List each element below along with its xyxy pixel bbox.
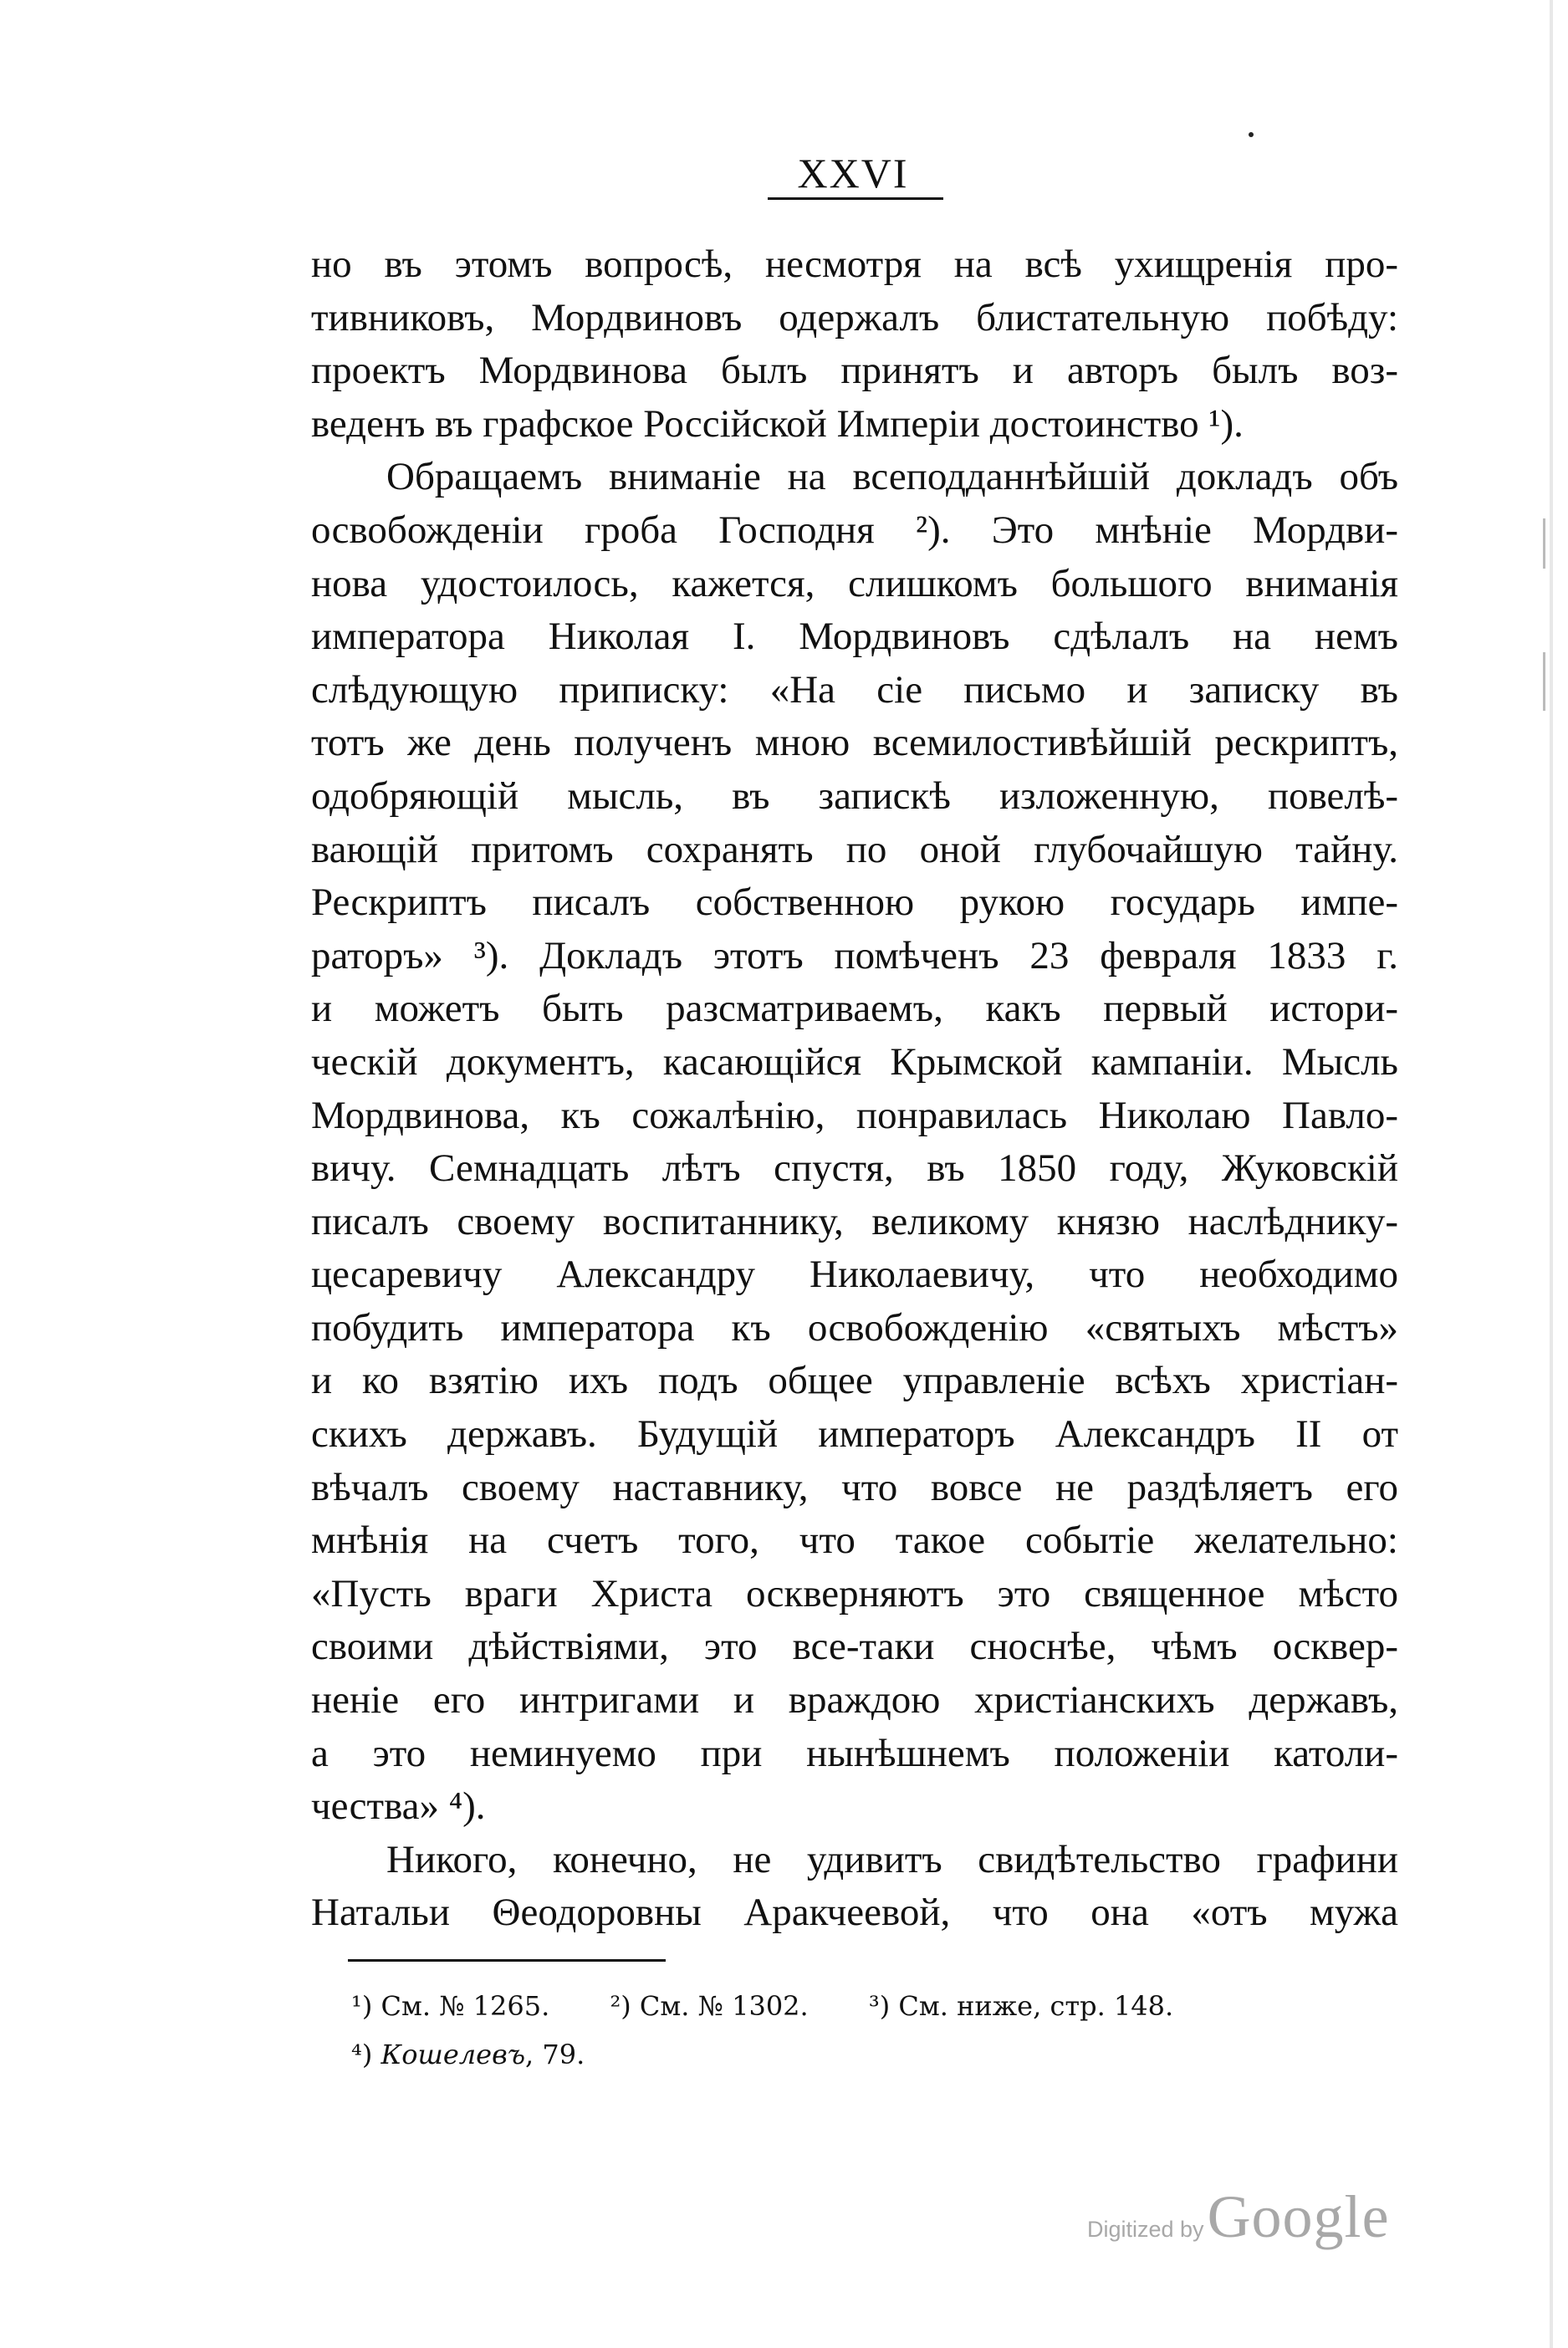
footnote-2: ²) См. № 1302. <box>610 1990 809 2022</box>
text-line: писалъ своему воспитаннику, великому князю наслѣднику- <box>311 1199 1398 1243</box>
text-line: вичу. Семнадцать лѣтъ спустя, въ 1850 году, Жуковскій <box>311 1146 1398 1191</box>
text-line: Никого, конечно, не удивитъ свидѣтельство графини <box>386 1837 1398 1881</box>
text-line: тотъ же день полученъ мною всемилостивѣйшій рескриптъ, <box>311 721 1398 765</box>
page-number: XXVI <box>797 150 909 197</box>
text-line: скихъ державъ. Будущій императоръ Александръ II от <box>311 1412 1398 1457</box>
footnote-3: ³) См. ниже, стр. 148. <box>868 1990 1174 2022</box>
scan-edge-mark <box>1543 652 1545 711</box>
digitized-watermark <box>1087 2182 1390 2252</box>
text-line: одобряющій мысль, въ запискѣ изложенную, повелѣ- <box>311 773 1398 818</box>
text-line: вѣчалъ своему наставнику, что вовсе не раздѣляетъ его <box>311 1465 1398 1509</box>
text-line: и можетъ быть разсматриваемъ, какъ первый истори- <box>311 987 1398 1031</box>
text-line: «Пусть враги Христа оскверняютъ это священное мѣсто <box>311 1571 1398 1616</box>
footnote-rule <box>348 1959 666 1962</box>
page-number-rule <box>768 197 943 200</box>
footnote-4-page: , 79. <box>525 2039 585 2070</box>
footnote-1: ¹) См. № 1265. <box>351 1990 550 2022</box>
text-line: Натальи Θеодоровны Аракчеевой, что она «отъ мужа <box>311 1891 1398 1935</box>
watermark-brand: Google <box>1207 2183 1390 2250</box>
footnote-line <box>351 2030 1355 2079</box>
text-line: чества» ⁴). <box>311 1784 486 1829</box>
text-line: Обращаемъ вниманіе на всеподданнѣйшій докладъ объ <box>386 455 1398 499</box>
body-text <box>311 238 1398 1940</box>
watermark-prefix: Digitized by <box>1087 2217 1204 2242</box>
footnotes <box>351 1982 1355 2079</box>
footnote-4-author: Кошелевъ <box>381 2039 526 2070</box>
text-line: освобожденіи гроба Господня ²). Это мнѣніе Мордви- <box>311 508 1398 552</box>
scan-edge-mark <box>1543 518 1545 569</box>
text-line: побудить императора къ освобожденію «святыхъ мѣстъ» <box>311 1305 1398 1350</box>
footnote-4-mark: ⁴) <box>351 2039 373 2070</box>
text-line: цесаревичу Александру Николаевичу, что необходимо <box>311 1253 1398 1297</box>
text-line: Рескриптъ писалъ собственною рукою государь импе- <box>311 880 1398 925</box>
text-line: ческій документъ, касающійся Крымской кампаніи. Мысль <box>311 1039 1398 1084</box>
text-line: но въ этомъ вопросѣ, несмотря на всѣ ухищренія про- <box>311 242 1398 286</box>
text-line: раторъ» ³). Докладъ этотъ помѣченъ 23 февраля 1833 г. <box>311 933 1398 977</box>
text-line: веденъ въ графское Россійской Имперіи достоинство ¹). <box>311 401 1244 446</box>
scan-dot <box>1249 132 1254 137</box>
text-line: вающій притомъ сохранять по оной глубочайшую тайну. <box>311 827 1398 871</box>
text-line: Мордвинова, къ сожалѣнію, понравилась Николаю Павло- <box>311 1093 1398 1137</box>
scan-edge-mark <box>1550 0 1553 2348</box>
text-line: нова удостоилось, кажется, слишкомъ большого вниманія <box>311 561 1398 605</box>
text-line: мнѣнія на счетъ того, что такое событіе желательно: <box>311 1519 1398 1563</box>
text-line: своими дѣйствіями, это все-таки сноснѣе, чѣмъ осквер- <box>311 1625 1398 1669</box>
footnote-line <box>351 1982 1355 2030</box>
text-line: слѣдующую приписку: «На сіе письмо и записку въ <box>311 667 1398 712</box>
text-line: тивниковъ, Мордвиновъ одержалъ блистательную побѣду: <box>311 295 1398 339</box>
text-line: неніе его интригами и враждою христіанскихъ державъ, <box>311 1678 1398 1723</box>
text-line: императора Николая I. Мордвиновъ сдѣлалъ на немъ <box>311 615 1398 659</box>
text-line: а это неминуемо при нынѣшнемъ положеніи католи- <box>311 1731 1398 1775</box>
text-line: проектъ Мордвинова былъ принятъ и авторъ былъ воз- <box>311 349 1398 393</box>
text-line: и ко взятію ихъ подъ общее управленіе всѣхъ христіан- <box>311 1359 1398 1403</box>
